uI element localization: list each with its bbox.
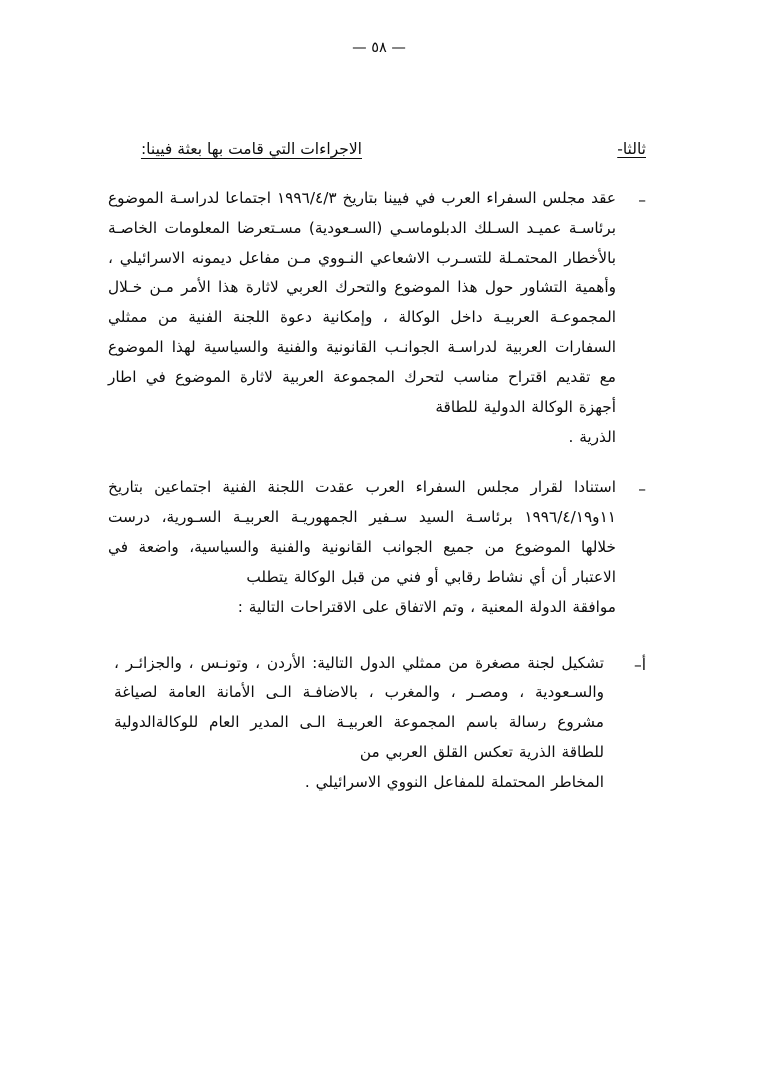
- paragraph-3: [108, 649, 646, 798]
- section-title: الاجراءات التي قامت بها بعثة فيينا:: [140, 140, 362, 158]
- paragraph-2: [108, 473, 646, 622]
- section-marker: ثالثا-: [617, 140, 646, 158]
- paragraph-1: [108, 184, 646, 452]
- document-content: [108, 140, 646, 819]
- paragraph-lastline: موافقة الدولة المعنية ، وتم الاتفاق على الاقتراحات التالية :: [237, 597, 616, 616]
- paragraph-body: [108, 649, 604, 798]
- paragraph-text: عقد مجلس السفراء العرب في فيينا بتاريخ ١٩٩٦/٤/٣ اجتماعا لدراسـة الموضوع برئاسـة عميـد السـلك الدبلوماسـي (السـعودية) مسـتعرضا المعلومات الخاصـة بالأخطار المحتمـلة للتسـرب الاشعاعي النـووي مـن مفاعل ديمونه الاسرائيلي ، وأهمية التشاور حول هذا الموضوع والتحرك العربي لاثارة هذا الأمر مـن خـلال المجموعـة العربيـة داخل الوكالة ، وإمكانية دعوة اللجنة الفنية من ممثلي السفارات العربية لدراسـة الجوانـب القانونية والفنية والسياسية لهذا الموضوع مع تقديم اقتراح مناسب لتحرك المجموعة العربية لاثارة الموضوع في اطار أجهزة الوكالة الدولية للطاقة: [108, 189, 616, 416]
- paragraph-bullet: –: [638, 480, 646, 499]
- section-heading: [108, 140, 646, 158]
- paragraph-lastline: الذرية .: [568, 427, 616, 446]
- paragraph-text: استنادا لقرار مجلس السفراء العرب عقدت اللجنة الفنية اجتماعين بتاريخ ١١و١٩٩٦/٤/١٩ برئاسـة السيد سـفير الجمهوريـة العربيـة السـورية، درست خلالها الموضوع من جميع الجوانب القانونية والفنية والسياسية، واضعة في الاعتبار أن أي نشاط رقابي أو فني من قبل الوكالة يتطلب: [108, 478, 616, 586]
- paragraph-body: [108, 184, 616, 452]
- page-number: — ٥٨ —: [352, 40, 406, 56]
- paragraph-text: تشكيل لجنة مصغرة من ممثلي الدول التالية: الأردن ، وتونـس ، والجزائـر ، والسـعودية ، ومصـر ، والمغرب ، بالاضافـة الـى الأمانة العامة لصياغة مشروع رسالة باسم المجموعة العربيـة الـى المدير العام للوكالةالدولية للطاقة الذرية تعكس القلق العربي من: [114, 653, 604, 762]
- paragraph-bullet: –: [638, 191, 646, 209]
- paragraph-bullet: أ–: [633, 655, 646, 674]
- paragraph-lastline: المخاطر المحتملة للمفاعل النووي الاسرائيلي .: [304, 772, 604, 791]
- paragraph-body: [108, 473, 616, 622]
